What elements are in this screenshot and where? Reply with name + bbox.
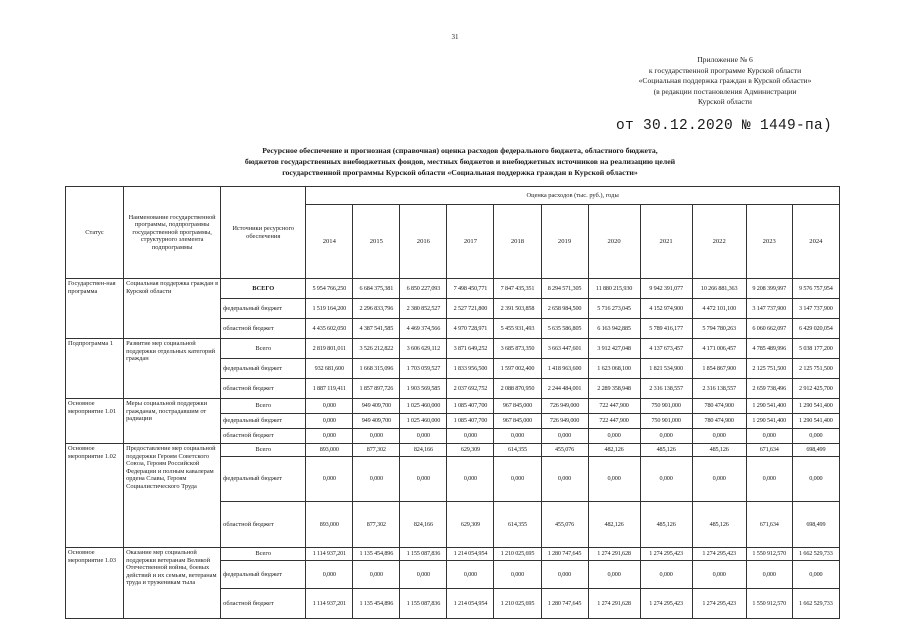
appendix-line: Приложение № 6	[697, 55, 753, 64]
row-value: 726 949,000	[541, 414, 588, 429]
header-estimate: Оценка расходов (тыс. руб.), годы	[306, 187, 840, 205]
row-value: 1 214 054,954	[447, 548, 494, 561]
row-value: 4 137 673,457	[640, 339, 692, 359]
header-year: 2017	[447, 205, 494, 279]
row-value: 482,126	[588, 444, 640, 457]
row-value: 0,000	[792, 457, 839, 502]
row-value: 0,000	[746, 429, 792, 444]
row-value: 2 658 984,500	[541, 299, 588, 319]
row-value: 4 472 101,100	[692, 299, 746, 319]
row-source: областной бюджет	[221, 589, 306, 619]
row-value: 1 290 541,400	[746, 414, 792, 429]
row-name: Оказание мер социальной поддержки ветеранам Великой Отечественной войны, боевых действий и их семьям, ветеранам труда и труженикам тыла	[124, 548, 221, 619]
row-value: 1 597 002,400	[494, 359, 541, 379]
row-value: 2 244 484,001	[541, 379, 588, 399]
row-value: 5 716 273,045	[588, 299, 640, 319]
resolution-date-number: от 30.12.2020 № 1449-па)	[616, 118, 833, 134]
row-value: 4 785 489,996	[746, 339, 792, 359]
row-status: Основное мероприятие 1.03	[66, 548, 124, 619]
row-value: 0,000	[447, 429, 494, 444]
row-value: 0,000	[640, 561, 692, 589]
row-value: 0,000	[353, 457, 400, 502]
row-value: 1 274 295,423	[640, 548, 692, 561]
row-value: 1 887 119,411	[306, 379, 353, 399]
row-value: 1 662 529,733	[792, 548, 839, 561]
appendix-line: «Социальная поддержка граждан в Курской области»	[638, 76, 812, 86]
row-source: Всего	[221, 444, 306, 457]
row-value: 698,499	[792, 502, 839, 548]
row-name: Меры социальной поддержки гражданам, пострадавшим от радиации	[124, 399, 221, 444]
row-value: 5 954 766,250	[306, 279, 353, 299]
row-value: 629,309	[447, 502, 494, 548]
table-row	[66, 444, 840, 457]
header-year: 2015	[353, 205, 400, 279]
row-value: 6 684 375,381	[353, 279, 400, 299]
row-value: 2 391 503,858	[494, 299, 541, 319]
row-value: 1 114 937,201	[306, 589, 353, 619]
row-value: 0,000	[400, 429, 447, 444]
row-value: 0,000	[792, 429, 839, 444]
row-value: 3 871 649,252	[447, 339, 494, 359]
row-value: 10 266 881,363	[692, 279, 746, 299]
row-value: 1 668 315,096	[353, 359, 400, 379]
header-year: 2024	[792, 205, 839, 279]
row-value: 1 280 747,645	[541, 589, 588, 619]
row-value: 824,166	[400, 502, 447, 548]
title-line: государственной программы Курской области «Социальная поддержка граждан в Курской области»	[282, 167, 638, 177]
row-value: 780 474,900	[692, 414, 746, 429]
header-year: 2016	[400, 205, 447, 279]
row-value: 4 171 006,457	[692, 339, 746, 359]
row-source: Всего	[221, 548, 306, 561]
row-value: 1 210 025,695	[494, 548, 541, 561]
header-year: 2021	[640, 205, 692, 279]
row-value: 0,000	[692, 561, 746, 589]
row-value: 2 912 425,700	[792, 379, 839, 399]
row-value: 0,000	[306, 561, 353, 589]
row-value: 0,000	[447, 457, 494, 502]
row-value: 7 498 450,771	[447, 279, 494, 299]
row-value: 2 316 138,557	[692, 379, 746, 399]
row-value: 2 289 358,948	[588, 379, 640, 399]
row-value: 6 850 227,093	[400, 279, 447, 299]
row-source: федеральный бюджет	[221, 561, 306, 589]
row-value: 2 125 751,500	[792, 359, 839, 379]
appendix-line: (в редакции постановления Администрации	[653, 86, 797, 96]
row-value: 0,000	[306, 457, 353, 502]
appendix-line: Курской области	[698, 97, 752, 107]
header-year: 2023	[746, 205, 792, 279]
row-value: 9 576 757,954	[792, 279, 839, 299]
row-value: 3 147 737,900	[746, 299, 792, 319]
header-year: 2014	[306, 205, 353, 279]
row-value: 5 789 416,177	[640, 319, 692, 339]
row-value: 3 606 629,112	[400, 339, 447, 359]
row-value: 0,000	[306, 399, 353, 414]
row-source: областной бюджет	[221, 379, 306, 399]
row-value: 0,000	[692, 457, 746, 502]
row-value: 2 819 801,011	[306, 339, 353, 359]
row-name: Социальная поддержка граждан в Курской области	[124, 279, 221, 339]
header-year: 2018	[494, 205, 541, 279]
row-value: 2 125 751,500	[746, 359, 792, 379]
row-value: 5 455 931,493	[494, 319, 541, 339]
row-value: 1 418 963,600	[541, 359, 588, 379]
row-value: 2 037 692,752	[447, 379, 494, 399]
row-value: 0,000	[541, 561, 588, 589]
row-value: 893,000	[306, 444, 353, 457]
row-value: 0,000	[588, 429, 640, 444]
row-value: 9 942 391,077	[640, 279, 692, 299]
row-value: 877,302	[353, 502, 400, 548]
appendix-line: к государственной программе Курской области	[648, 65, 802, 75]
row-value: 722 447,900	[588, 399, 640, 414]
header-year: 2019	[541, 205, 588, 279]
row-value: 1 290 541,400	[746, 399, 792, 414]
row-value: 0,000	[692, 429, 746, 444]
row-value: 0,000	[640, 429, 692, 444]
row-status: Подпрограмма 1	[66, 339, 124, 399]
header-year: 2020	[588, 205, 640, 279]
row-value: 750 901,000	[640, 414, 692, 429]
row-value: 1 214 054,954	[447, 589, 494, 619]
row-value: 1 135 454,896	[353, 548, 400, 561]
row-value: 0,000	[588, 561, 640, 589]
table-body	[66, 279, 840, 619]
row-name: Развитие мер социальной поддержки отдельных категорий граждан	[124, 339, 221, 399]
row-value: 1 550 912,570	[746, 589, 792, 619]
row-value: 1 210 025,695	[494, 589, 541, 619]
row-value: 1 821 534,900	[640, 359, 692, 379]
row-value: 1 274 295,423	[640, 589, 692, 619]
row-value: 1 854 867,900	[692, 359, 746, 379]
row-value: 629,309	[447, 444, 494, 457]
row-value: 1 114 937,201	[306, 548, 353, 561]
row-value: 0,000	[640, 457, 692, 502]
row-value: 485,126	[692, 444, 746, 457]
row-name: Предоставление мер социальной поддержки Героям Советского Союза, Героям Российской Федерации и полным кавалерам ордена Славы, Героям Социалистического Труда	[124, 444, 221, 548]
row-value: 1 290 541,400	[792, 399, 839, 414]
row-value: 3 147 737,900	[792, 299, 839, 319]
row-source: ВСЕГО	[221, 279, 306, 299]
header-row	[66, 187, 840, 205]
row-value: 1 155 087,836	[400, 589, 447, 619]
row-value: 750 901,000	[640, 399, 692, 414]
table-row	[66, 279, 840, 299]
row-value: 0,000	[541, 429, 588, 444]
row-status: Основное мероприятие 1.01	[66, 399, 124, 444]
row-value: 1 274 295,423	[692, 548, 746, 561]
row-value: 455,076	[541, 444, 588, 457]
row-value: 726 949,000	[541, 399, 588, 414]
table-row	[66, 399, 840, 414]
row-value: 614,355	[494, 502, 541, 548]
row-value: 0,000	[541, 457, 588, 502]
row-value: 11 880 215,930	[588, 279, 640, 299]
row-value: 5 635 586,805	[541, 319, 588, 339]
row-value: 0,000	[306, 414, 353, 429]
row-source: Всего	[221, 399, 306, 414]
row-value: 485,126	[640, 444, 692, 457]
row-value: 0,000	[353, 429, 400, 444]
row-status: Государствен-ная программа	[66, 279, 124, 339]
row-value: 482,126	[588, 502, 640, 548]
row-value: 0,000	[400, 561, 447, 589]
row-value: 949 409,700	[353, 414, 400, 429]
row-value: 949 409,700	[353, 399, 400, 414]
row-value: 0,000	[494, 429, 541, 444]
row-source: федеральный бюджет	[221, 299, 306, 319]
row-value: 671,634	[746, 444, 792, 457]
row-value: 722 447,900	[588, 414, 640, 429]
row-value: 967 845,000	[494, 414, 541, 429]
title-line: Ресурсное обеспечение и прогнозная (справочная) оценка расходов федерального бюджета, областного бюджета,	[262, 146, 658, 155]
row-value: 1 857 897,726	[353, 379, 400, 399]
row-value: 1 903 569,585	[400, 379, 447, 399]
row-value: 2 316 138,557	[640, 379, 692, 399]
row-value: 0,000	[792, 561, 839, 589]
row-value: 1 274 291,628	[588, 548, 640, 561]
row-value: 893,000	[306, 502, 353, 548]
row-value: 7 847 435,351	[494, 279, 541, 299]
row-value: 4 469 374,566	[400, 319, 447, 339]
row-value: 1 085 407,700	[447, 414, 494, 429]
title-line: бюджетов государственных внебюджетных фондов, местных бюджетов и внебюджетных источников на реализацию целей	[244, 156, 676, 166]
row-value: 6 163 942,885	[588, 319, 640, 339]
row-value: 932 681,600	[306, 359, 353, 379]
row-value: 0,000	[447, 561, 494, 589]
row-value: 455,076	[541, 502, 588, 548]
row-value: 2 527 721,800	[447, 299, 494, 319]
row-value: 4 435 602,050	[306, 319, 353, 339]
table-row	[66, 339, 840, 359]
row-value: 0,000	[746, 457, 792, 502]
row-value: 1 703 059,527	[400, 359, 447, 379]
row-value: 485,126	[692, 502, 746, 548]
row-source: областной бюджет	[221, 319, 306, 339]
row-value: 1 550 912,570	[746, 548, 792, 561]
table-row	[66, 548, 840, 561]
row-value: 698,499	[792, 444, 839, 457]
row-value: 1 833 956,500	[447, 359, 494, 379]
row-source: областной бюджет	[221, 502, 306, 548]
row-value: 4 387 541,585	[353, 319, 400, 339]
appendix-block	[620, 55, 830, 108]
row-value: 3 526 212,822	[353, 339, 400, 359]
row-value: 0,000	[353, 561, 400, 589]
row-value: 1 025 460,000	[400, 399, 447, 414]
row-value: 3 912 427,048	[588, 339, 640, 359]
header-source: Источники ресурсного обеспечения	[221, 187, 306, 279]
row-status: Основное мероприятие 1.02	[66, 444, 124, 548]
header-year: 2022	[692, 205, 746, 279]
row-value: 1 519 164,200	[306, 299, 353, 319]
row-source: областной бюджет	[221, 429, 306, 444]
row-value: 877,302	[353, 444, 400, 457]
row-value: 967 845,000	[494, 399, 541, 414]
row-source: федеральный бюджет	[221, 414, 306, 429]
header-name: Наименование государственной программы, подпрограммы государственной программы, структурного элемента подпрограммы	[124, 187, 221, 279]
row-value: 2 296 833,796	[353, 299, 400, 319]
row-value: 8 294 571,305	[541, 279, 588, 299]
row-value: 485,126	[640, 502, 692, 548]
row-value: 1 274 291,628	[588, 589, 640, 619]
row-value: 1 662 529,733	[792, 589, 839, 619]
row-value: 0,000	[400, 457, 447, 502]
row-source: федеральный бюджет	[221, 359, 306, 379]
row-value: 2 659 738,496	[746, 379, 792, 399]
row-value: 671,634	[746, 502, 792, 548]
row-value: 1 085 407,700	[447, 399, 494, 414]
row-value: 2 088 870,950	[494, 379, 541, 399]
budget-table	[65, 186, 840, 619]
row-value: 1 623 068,100	[588, 359, 640, 379]
row-value: 0,000	[494, 561, 541, 589]
row-value: 9 208 399,997	[746, 279, 792, 299]
page-number: 31	[451, 33, 459, 41]
row-value: 1 025 460,000	[400, 414, 447, 429]
row-value: 824,166	[400, 444, 447, 457]
row-value: 0,000	[306, 429, 353, 444]
row-value: 1 155 087,836	[400, 548, 447, 561]
row-source: Всего	[221, 339, 306, 359]
row-value: 1 274 295,423	[692, 589, 746, 619]
row-value: 3 663 447,601	[541, 339, 588, 359]
row-value: 1 290 541,400	[792, 414, 839, 429]
row-value: 1 135 454,896	[353, 589, 400, 619]
row-value: 5 794 780,263	[692, 319, 746, 339]
row-value: 4 152 974,900	[640, 299, 692, 319]
row-value: 3 685 873,350	[494, 339, 541, 359]
row-value: 0,000	[588, 457, 640, 502]
document-title	[170, 146, 750, 178]
row-value: 2 380 852,527	[400, 299, 447, 319]
header-status: Статус	[66, 187, 124, 279]
row-value: 780 474,900	[692, 399, 746, 414]
row-value: 6 060 662,097	[746, 319, 792, 339]
row-value: 6 429 020,054	[792, 319, 839, 339]
row-value: 5 038 177,200	[792, 339, 839, 359]
row-value: 4 970 728,971	[447, 319, 494, 339]
row-value: 0,000	[494, 457, 541, 502]
row-value: 614,355	[494, 444, 541, 457]
row-value: 0,000	[746, 561, 792, 589]
row-value: 1 280 747,645	[541, 548, 588, 561]
row-source: федеральный бюджет	[221, 457, 306, 502]
